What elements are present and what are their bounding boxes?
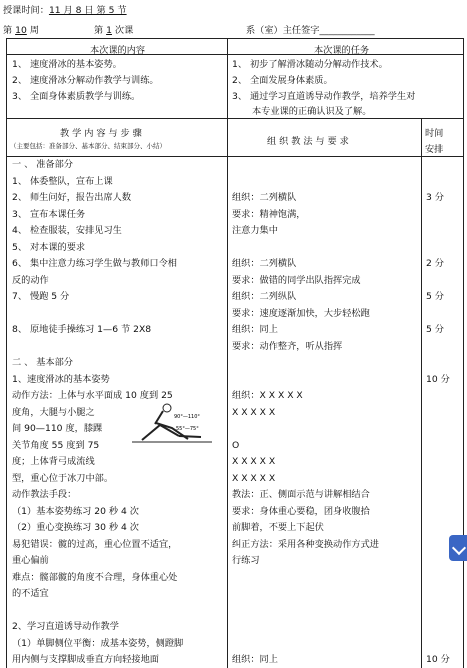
step-line-7: 反的动作	[12, 274, 49, 286]
method-line-9: 要求：速度逐渐加快，大步轻松跑	[232, 307, 370, 319]
figure-label-2: 55°—75°	[176, 426, 199, 432]
table-top	[6, 38, 464, 39]
step-line-19: 型，重心位于冰刀中部。	[12, 472, 114, 484]
step-line-17: 关节角度 55 度到 75	[12, 439, 100, 451]
content-item-1: 1、 速度滑冰的基本姿势。	[12, 59, 122, 70]
method-line-10: 组织：同上	[232, 324, 278, 335]
method-line-20: 教法：正、侧面示范与讲解相结合	[232, 489, 370, 500]
steps-title: 教 学 内 容 与 步 骤	[60, 128, 142, 139]
method-line-14: 组织：X X X X X	[232, 390, 303, 401]
content-block-bottom	[6, 118, 464, 119]
step-line-23: 易犯错误：髋的过高，重心位置不适宜，	[12, 538, 178, 550]
step-line-14: 动作方法：上体与水平面成 10 度到 25	[12, 390, 173, 401]
method-line-30: 组织：同上	[232, 654, 278, 665]
step-line-8: 7、 慢跑 5 分	[12, 291, 70, 302]
step-line-15: 度角，大腿与小腿之	[12, 406, 95, 418]
task-item-3: 3、 通过学习直道诱导动作教学，培养学生对	[232, 91, 416, 102]
header-lesson: 第 1 次课	[94, 25, 134, 36]
content-item-3: 3、 全面身体素质教学与训练。	[12, 91, 141, 102]
step-line-29: （1）单脚侧位平衡：成基本姿势，侧蹬脚	[12, 637, 184, 649]
method-line-7: 要求：做错的同学出队指挥完成	[232, 274, 361, 286]
time-title-2: 安排	[425, 144, 444, 155]
time-line-2: 3 分	[426, 192, 444, 203]
step-line-22: （2）重心变换练习 30 秒 4 次	[12, 522, 139, 533]
step-line-21: （1）基本姿势练习 20 秒 4 次	[12, 505, 139, 517]
time-line-13: 10 分	[426, 373, 450, 385]
method-line-2: 组织：二列横队	[232, 192, 297, 203]
method-line-15: X X X X X	[232, 406, 276, 418]
step-line-24: 重心偏前	[12, 555, 49, 566]
time-line-8: 5 分	[426, 291, 444, 302]
step-line-4: 4、 检查服装，安排见习生	[12, 225, 122, 236]
task-item-4: 本专业课的正确认识及了解。	[252, 106, 372, 117]
method-title: 组 织 教 法 与 要 求	[267, 136, 349, 147]
method-line-4: 注意力集中	[232, 225, 278, 236]
method-line-18: X X X X X	[232, 456, 276, 467]
step-line-2: 2、 师生问好，报告出席人数	[12, 192, 132, 203]
time-title-1: 时间	[425, 128, 444, 139]
method-line-24: 行练习	[232, 555, 260, 566]
method-line-11: 要求：动作整齐，听从指挥	[232, 340, 343, 352]
method-line-23: 纠正方法：采用各种变换动作方式进	[232, 538, 379, 550]
step-line-26: 的不适宜	[12, 588, 49, 599]
floating-action-button[interactable]	[449, 535, 467, 561]
header-week: 第 10 周	[3, 25, 39, 36]
step-line-28: 2、学习直道诱导动作教学	[12, 621, 119, 632]
time-line-6: 2 分	[426, 258, 444, 269]
content-header-bottom	[6, 54, 464, 55]
task-title: 本次课的任务	[314, 45, 370, 56]
header-sign: 系（室）主任签字____________	[246, 25, 375, 36]
step-line-25: 难点：髋部髋的角度不合理，身体重心处	[12, 571, 178, 583]
step-line-13: 1、速度滑冰的基本姿势	[12, 373, 110, 385]
figure-label-1: 90°—110°	[174, 414, 200, 420]
task-item-2: 2、 全面发展身体素质。	[232, 75, 333, 86]
table-right	[463, 38, 464, 668]
step-line-20: 动作教法手段：	[12, 489, 77, 500]
step-line-12: 二 、 基本部分	[12, 357, 73, 368]
step-line-5: 5、 对本课的要求	[12, 241, 86, 253]
top-mid-divider	[227, 38, 228, 118]
step-line-0: 一 、 准备部分	[12, 159, 73, 170]
time-line-10: 5 分	[426, 324, 444, 335]
table-left	[6, 38, 7, 668]
method-line-21: 要求：身体重心要稳，团身收腹拾	[232, 505, 370, 517]
step-line-16: 间 90—110 度，膝踝	[12, 423, 103, 434]
content-item-2: 2、 速度滑冰分解动作教学与训练。	[12, 75, 159, 86]
left-mid-divider	[227, 118, 228, 668]
header-time-value: 11 月 8 日 第 5 节	[48, 5, 127, 16]
content-title: 本次课的内容	[90, 45, 146, 56]
method-line-8: 组织：二列纵队	[232, 291, 297, 302]
steps-subtitle: （主要包括：准备部分、基本部分、结束部分、小结）	[10, 142, 166, 150]
step-line-18: 度；上体背弓成流线	[12, 456, 95, 467]
time-line-30: 10 分	[426, 654, 450, 665]
step-line-30: 用内侧与支撑脚成垂直方向轻接地面	[12, 654, 159, 665]
skating-posture-figure	[112, 400, 222, 462]
task-item-1: 1、 初步了解滑冰随动分解动作技术。	[232, 59, 388, 70]
method-line-17: O	[232, 439, 240, 451]
step-line-1: 1、 体委整队，宣布上课	[12, 175, 113, 187]
step-line-6: 6、 集中注意力练习学生做与教师口令相	[12, 258, 177, 269]
method-line-19: X X X X X	[232, 472, 276, 484]
table-header-bottom	[6, 156, 464, 157]
method-line-6: 组织：二列横队	[232, 258, 297, 269]
method-line-22: 前脚着，不要上下起伏	[232, 522, 324, 533]
step-line-10: 8、 原地徒手操练习 1—6 节 2X8	[12, 324, 152, 335]
step-line-3: 3、 宣布本课任务	[12, 208, 86, 220]
time-divider	[421, 118, 422, 668]
header-time: 授课时间：11 月 8 日 第 5 节	[3, 5, 127, 16]
method-line-3: 要求：精神饱满，	[232, 208, 306, 220]
